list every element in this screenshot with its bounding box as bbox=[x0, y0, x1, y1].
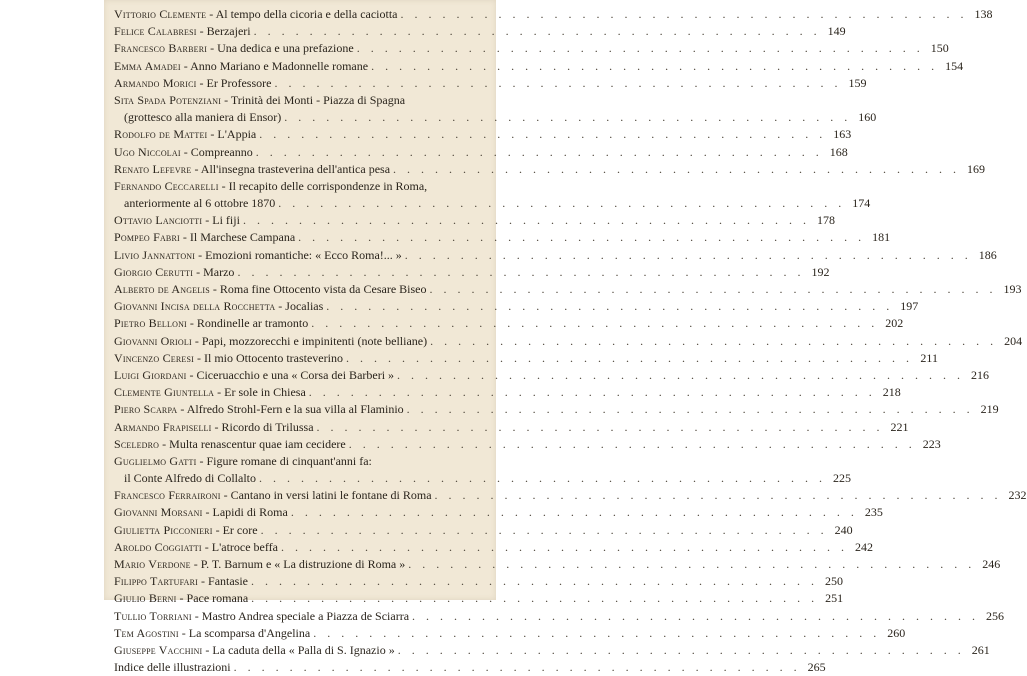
page-number: 138 bbox=[974, 7, 993, 21]
toc-entry bbox=[114, 6, 993, 23]
toc-entry bbox=[114, 350, 938, 367]
article-title: Alfredo Strohl-Fern e la sua villa al Flaminio bbox=[186, 402, 404, 417]
page-number: 235 bbox=[864, 505, 883, 520]
dot-leader: . . . . . . . . . . . . . . . . . . . . . . . . . . . . . . . . . . . . . . . . . bbox=[253, 24, 821, 39]
separator: - bbox=[195, 247, 206, 262]
author-name: Armando Morici bbox=[114, 75, 197, 90]
author-name: Ottavio Lanciotti bbox=[114, 213, 203, 228]
article-title: Fantasie bbox=[208, 574, 249, 589]
page-number: 260 bbox=[887, 625, 906, 640]
toc-text bbox=[114, 92, 405, 109]
author-name: Vincenzo Ceresi bbox=[114, 350, 194, 365]
author-name: Renato Lefevre bbox=[114, 161, 192, 176]
author-name: Mario Verdone bbox=[114, 557, 191, 572]
toc-entry bbox=[114, 333, 1023, 350]
author-name: Vittorio Clemente bbox=[114, 7, 207, 21]
separator: - bbox=[191, 161, 201, 176]
separator: - bbox=[202, 213, 213, 228]
dot-leader: . . . . . . . . . . . . . . . . . . . . . . . . . . . . . . . . . . . . . . . . . bbox=[284, 110, 852, 125]
page-number: 225 bbox=[833, 471, 851, 486]
article-title: La scomparsa d'Angelina bbox=[188, 625, 311, 640]
toc-line bbox=[114, 539, 873, 556]
toc-text bbox=[114, 419, 314, 436]
toc-text bbox=[114, 75, 271, 92]
page-number: 256 bbox=[986, 608, 1005, 623]
toc-line bbox=[114, 522, 853, 539]
dot-leader: . . . . . . . . . . . . . . . . . . . . . . . . . . . . . . . . . . . . . . . . . bbox=[371, 58, 939, 73]
author-name: Emma Amadei bbox=[114, 58, 181, 73]
article-title: Rondinelle ar tramonto bbox=[196, 316, 309, 331]
article-title: Multa renascentur quae iam cecidere bbox=[169, 436, 346, 451]
author-name: Sita Spada Potenziani bbox=[114, 92, 222, 107]
dot-leader: . . . . . . . . . . . . . . . . . . . . . . . . . . . . . . . . . . . . . . . . . bbox=[274, 75, 842, 90]
toc-text bbox=[114, 436, 346, 453]
article-title: Er sole in Chiesa bbox=[224, 385, 306, 400]
toc-text bbox=[114, 333, 427, 350]
article-title: Il recapito delle corrispondenze in Roma, bbox=[228, 178, 428, 193]
toc-line bbox=[114, 229, 891, 246]
separator: - bbox=[159, 436, 170, 451]
author-name: Armando Frapiselli bbox=[114, 419, 212, 434]
toc-text bbox=[114, 212, 240, 229]
dot-leader: . . . . . . . . . . . . . . . . . . . . . . . . . . . . . . . . . . . . . . . . . bbox=[237, 264, 805, 279]
toc-entry bbox=[114, 367, 990, 384]
toc-entry bbox=[114, 573, 844, 590]
author-name: Ugo Niccolai bbox=[114, 144, 181, 159]
toc-line bbox=[114, 178, 490, 195]
separator: - bbox=[220, 488, 231, 503]
page-number: 168 bbox=[829, 144, 848, 159]
separator: - bbox=[186, 367, 197, 382]
toc-text bbox=[114, 401, 404, 418]
toc-line bbox=[114, 264, 830, 281]
separator: - bbox=[202, 505, 213, 520]
page-number: 202 bbox=[885, 316, 904, 331]
separator: - bbox=[176, 591, 187, 606]
separator: - bbox=[211, 419, 222, 434]
article-title-continued: anteriormente al 6 ottobre 1870 bbox=[124, 196, 276, 211]
article-title: Indice delle illustrazioni bbox=[114, 660, 231, 675]
toc-text bbox=[114, 229, 295, 246]
article-title: Pace romana bbox=[186, 591, 249, 606]
toc-entry bbox=[114, 126, 852, 143]
separator: - bbox=[206, 7, 216, 21]
separator: - bbox=[212, 522, 223, 537]
article-title: Trinità dei Monti - Piazza di Spagna bbox=[230, 92, 406, 107]
toc-line-continued bbox=[114, 109, 877, 126]
toc-text bbox=[114, 487, 432, 504]
toc-text bbox=[114, 126, 256, 143]
page-number: 149 bbox=[827, 24, 846, 39]
toc-entry bbox=[114, 539, 873, 556]
separator: - bbox=[186, 316, 197, 331]
separator: - bbox=[191, 608, 202, 623]
article-title: Berzajeri bbox=[206, 24, 251, 39]
toc-text bbox=[114, 522, 258, 539]
author-name: Francesco Ferraironi bbox=[114, 488, 221, 503]
toc-entry bbox=[114, 23, 846, 40]
article-title: La caduta della « Palla di S. Ignazio » bbox=[212, 642, 395, 657]
toc-line bbox=[114, 6, 993, 23]
page-number: 218 bbox=[882, 385, 901, 400]
page-number: 174 bbox=[852, 196, 871, 211]
toc-entry bbox=[114, 298, 919, 315]
toc-text bbox=[114, 40, 354, 57]
toc-text bbox=[114, 556, 405, 573]
toc-text bbox=[114, 281, 427, 298]
toc-line bbox=[114, 212, 835, 229]
toc-text bbox=[114, 625, 310, 642]
author-name: Filippo Tartufari bbox=[114, 574, 199, 589]
author-name: Rodolfo de Mattei bbox=[114, 127, 208, 142]
toc-text bbox=[114, 161, 390, 178]
toc-line bbox=[114, 453, 490, 470]
author-name: Sceledro bbox=[114, 436, 160, 451]
dot-leader: . . . . . . . . . . . . . . . . . . . . . . . . . . . . . . . . . . . . . . . . . bbox=[397, 642, 965, 657]
article-title-continued: il Conte Alfredo di Collalto bbox=[124, 471, 256, 486]
article-title: Anno Mariano e Madonnelle romane bbox=[190, 58, 369, 73]
toc-entry bbox=[114, 522, 853, 539]
author-name: Pompeo Fabri bbox=[114, 230, 180, 245]
toc-line bbox=[114, 92, 490, 109]
article-title: Er core bbox=[222, 522, 258, 537]
dot-leader: . . . . . . . . . . . . . . . . . . . . . . . . . . . . . . . . . . . . . . . . . bbox=[259, 127, 827, 142]
separator: - bbox=[198, 574, 209, 589]
author-name: Giulio Berni bbox=[114, 591, 177, 606]
page-number: 211 bbox=[920, 350, 938, 365]
author-name: Giovanni Morsani bbox=[114, 505, 203, 520]
dot-leader: . . . . . . . . . . . . . . . . . . . . . . . . . . . . . . . . . . . . . . . . . bbox=[356, 41, 924, 56]
page-number: 186 bbox=[978, 247, 997, 262]
toc-line bbox=[114, 350, 938, 367]
author-name: Aroldo Coggiatti bbox=[114, 539, 202, 554]
toc-entry bbox=[114, 487, 1027, 504]
dot-leader: . . . . . . . . . . . . . . . . . . . . . . . . . . . . . . . . . . . . . . . . . bbox=[242, 213, 810, 228]
dot-leader: . . . . . . . . . . . . . . . . . . . . . . . . . . . . . . . . . . . . . . . . . bbox=[430, 333, 998, 348]
toc-line-continued bbox=[114, 195, 871, 212]
separator: - bbox=[190, 557, 201, 572]
page-number: 154 bbox=[945, 58, 964, 73]
page-number: 169 bbox=[967, 161, 986, 176]
author-name: Alberto de Angelis bbox=[114, 282, 210, 297]
toc-entry bbox=[114, 144, 848, 161]
toc-entry bbox=[114, 659, 826, 676]
separator: - bbox=[180, 144, 191, 159]
toc-entry bbox=[114, 419, 909, 436]
dot-leader: . . . . . . . . . . . . . . . . . . . . . . . . . . . . . . . . . . . . . . . . . bbox=[429, 282, 997, 297]
separator: - bbox=[196, 75, 207, 90]
page-number: 232 bbox=[1008, 488, 1027, 503]
dot-leader: . . . . . . . . . . . . . . . . . . . . . . . . . . . . . . . . . . . . . . . . . bbox=[290, 505, 858, 520]
article-title: Il mio Ottocento trasteverino bbox=[204, 350, 343, 365]
toc-line-continued bbox=[114, 470, 851, 487]
separator: - bbox=[207, 41, 218, 56]
toc-text bbox=[114, 264, 234, 281]
toc-text bbox=[114, 178, 427, 195]
page-number: 221 bbox=[890, 419, 909, 434]
article-title: All'insegna trasteverina dell'antica pesa bbox=[200, 161, 391, 176]
page-number: 216 bbox=[971, 367, 990, 382]
toc-line bbox=[114, 40, 949, 57]
dot-leader: . . . . . . . . . . . . . . . . . . . . . . . . . . . . . . . . . . . . . . . . . bbox=[308, 385, 876, 400]
toc-entry bbox=[114, 590, 844, 607]
toc-entry bbox=[114, 642, 990, 659]
toc-line bbox=[114, 487, 1027, 504]
toc-entry bbox=[114, 178, 871, 212]
toc-entry bbox=[114, 92, 877, 126]
toc-line bbox=[114, 608, 1005, 625]
author-name: Tem Agostini bbox=[114, 625, 179, 640]
dot-leader: . . . . . . . . . . . . . . . . . . . . . . . . . . . . . . . . . . . . . . . . . bbox=[259, 471, 826, 486]
toc-entry bbox=[114, 247, 997, 264]
article-title: Ciceruacchio e una « Corsa dei Barberi » bbox=[196, 367, 395, 382]
toc-line bbox=[114, 642, 990, 659]
toc-entry bbox=[114, 264, 830, 281]
author-name: Giulietta Picconieri bbox=[114, 522, 213, 537]
toc-line bbox=[114, 384, 901, 401]
toc-line bbox=[114, 556, 1001, 573]
separator: - bbox=[178, 625, 189, 640]
dot-leader: . . . . . . . . . . . . . . . . . . . . . . . . . . . . . . . . . . . . . . . . . bbox=[348, 436, 916, 451]
article-title: Ricordo di Trilussa bbox=[221, 419, 314, 434]
toc-text bbox=[114, 573, 248, 590]
page-number: 251 bbox=[825, 591, 844, 606]
author-name: Fernando Ceccarelli bbox=[114, 178, 219, 193]
toc-entry bbox=[114, 229, 891, 246]
article-title: Figure romane di cinquant'anni fa: bbox=[206, 453, 372, 468]
dot-leader: . . . . . . . . . . . . . . . . . . . . . . . . . . . . . . . . . . . . . . . . . bbox=[393, 161, 961, 176]
toc-line bbox=[114, 75, 867, 92]
dot-leader: . . . . . . . . . . . . . . . . . . . . . . . . . . . . . . . . . . . . . . . . . bbox=[298, 230, 866, 245]
toc-line bbox=[114, 367, 990, 384]
dot-leader: . . . . . . . . . . . . . . . . . . . . . . . . . . . . . . . . . . . . . . . . . bbox=[251, 574, 819, 589]
dot-leader: . . . . . . . . . . . . . . . . . . . . . . . . . . . . . . . . . . . . . . . . . bbox=[233, 660, 801, 675]
toc-text bbox=[114, 23, 251, 40]
article-title: Il Marchese Campana bbox=[189, 230, 296, 245]
toc-text bbox=[114, 539, 278, 556]
page-number: 160 bbox=[858, 110, 877, 125]
separator: - bbox=[209, 282, 220, 297]
toc-text bbox=[114, 367, 394, 384]
article-title: Jocalias bbox=[285, 299, 324, 314]
toc-line bbox=[114, 436, 941, 453]
toc-text bbox=[114, 247, 402, 264]
toc-line bbox=[114, 315, 904, 332]
page-number: 219 bbox=[980, 402, 999, 417]
dot-leader: . . . . . . . . . . . . . . . . . . . . . . . . . . . . . . . . . . . . . . . . . bbox=[400, 7, 968, 21]
toc-text bbox=[114, 350, 343, 367]
toc-line bbox=[114, 23, 846, 40]
separator: - bbox=[193, 264, 204, 279]
separator: - bbox=[196, 24, 207, 39]
separator: - bbox=[221, 92, 231, 107]
toc-line bbox=[114, 298, 919, 315]
article-title: L'atroce beffa bbox=[211, 539, 278, 554]
toc-line bbox=[114, 333, 1023, 350]
article-title: Marzo bbox=[203, 264, 235, 279]
toc-line bbox=[114, 58, 964, 75]
article-title-continued: (grottesco alla maniera di Ensor) bbox=[124, 110, 282, 125]
page-number: 159 bbox=[848, 75, 867, 90]
article-title: Papi, mozzorecchi e impinitenti (note belliane) bbox=[201, 333, 428, 348]
toc-entry bbox=[114, 504, 883, 521]
dot-leader: . . . . . . . . . . . . . . . . . . . . . . . . . . . . . . . . . . . . . . . . . bbox=[251, 591, 819, 606]
separator: - bbox=[179, 230, 190, 245]
article-title: Roma fine Ottocento vista da Cesare Biseo bbox=[219, 282, 427, 297]
toc-entry bbox=[114, 556, 1001, 573]
page-number: 163 bbox=[833, 127, 852, 142]
toc-text bbox=[114, 144, 253, 161]
toc-entry bbox=[114, 625, 906, 642]
dot-leader: . . . . . . . . . . . . . . . . . . . . . . . . . . . . . . . . . . . . . . . . . bbox=[434, 488, 1002, 503]
page-number: 150 bbox=[930, 41, 949, 56]
toc-entry bbox=[114, 315, 904, 332]
page-number: 192 bbox=[811, 264, 830, 279]
toc-line bbox=[114, 126, 852, 143]
article-title: Compreanno bbox=[190, 144, 253, 159]
author-name: Livio Jannattoni bbox=[114, 247, 196, 262]
page-number: 193 bbox=[1003, 282, 1022, 297]
toc-entry bbox=[114, 401, 999, 418]
toc-entry bbox=[114, 58, 964, 75]
separator: - bbox=[218, 178, 229, 193]
page-number: 178 bbox=[816, 213, 835, 228]
dot-leader: . . . . . . . . . . . . . . . . . . . . . . . . . . . . . . . . . . . . . . . . . bbox=[255, 144, 823, 159]
article-title: P. T. Barnum e « La distruzione di Roma » bbox=[200, 557, 406, 572]
page-number: 250 bbox=[825, 574, 844, 589]
toc-line bbox=[114, 590, 844, 607]
article-title: Lapidi di Roma bbox=[212, 505, 288, 520]
separator: - bbox=[180, 58, 191, 73]
article-title: Una dedica e una prefazione bbox=[217, 41, 354, 56]
article-title: Er Professore bbox=[206, 75, 272, 90]
author-name: Pietro Belloni bbox=[114, 316, 187, 331]
toc-text bbox=[114, 384, 306, 401]
page-number: 240 bbox=[834, 522, 853, 537]
dot-leader: . . . . . . . . . . . . . . . . . . . . . . . . . . . . . . . . . . . . . . . . . bbox=[408, 557, 976, 572]
article-title: Cantano in versi latini le fontane di Roma bbox=[230, 488, 432, 503]
toc-entry bbox=[114, 75, 867, 92]
author-name: Clemente Giuntella bbox=[114, 385, 215, 400]
toc-text bbox=[114, 315, 308, 332]
toc-entry bbox=[114, 212, 835, 229]
page-number: 261 bbox=[971, 642, 990, 657]
page-number: 204 bbox=[1004, 333, 1023, 348]
toc-line bbox=[114, 625, 906, 642]
author-name: Tullio Torriani bbox=[114, 608, 192, 623]
page-number: 246 bbox=[982, 557, 1001, 572]
toc-entry bbox=[114, 453, 851, 487]
page-number: 223 bbox=[922, 436, 941, 451]
separator: - bbox=[201, 539, 212, 554]
toc-text bbox=[114, 642, 395, 659]
separator: - bbox=[275, 299, 286, 314]
separator: - bbox=[191, 333, 202, 348]
author-name: Giovanni Incisa della Rocchetta bbox=[114, 299, 276, 314]
toc-text bbox=[114, 6, 398, 23]
toc-text bbox=[114, 504, 288, 521]
page-number: 197 bbox=[900, 299, 919, 314]
author-name: Luigi Giordani bbox=[114, 367, 187, 382]
article-title: Mastro Andrea speciale a Piazza de Sciarra bbox=[201, 608, 410, 623]
author-name: Giuseppe Vacchini bbox=[114, 642, 203, 657]
article-title: Li fiji bbox=[212, 213, 240, 228]
toc-entry bbox=[114, 436, 941, 453]
dot-leader: . . . . . . . . . . . . . . . . . . . . . . . . . . . . . . . . . . . . . . . . . bbox=[345, 350, 913, 365]
separator: - bbox=[196, 453, 207, 468]
separator: - bbox=[214, 385, 225, 400]
author-name: Guglielmo Gatti bbox=[114, 453, 197, 468]
dot-leader: . . . . . . . . . . . . . . . . . . . . . . . . . . . . . . . . . . . . . . . . . bbox=[260, 522, 828, 537]
dot-leader: . . . . . . . . . . . . . . . . . . . . . . . . . . . . . . . . . . . . . . . . . bbox=[316, 419, 884, 434]
separator: - bbox=[194, 350, 204, 365]
dot-leader: . . . . . . . . . . . . . . . . . . . . . . . . . . . . . . . . . . . . . . . . . bbox=[412, 608, 980, 623]
toc-text bbox=[114, 590, 248, 607]
separator: - bbox=[207, 127, 218, 142]
dot-leader: . . . . . . . . . . . . . . . . . . . . . . . . . . . . . . . . . . . . . . . . . bbox=[397, 367, 965, 382]
author-name: Piero Scarpa bbox=[114, 402, 178, 417]
author-name: Felice Calabresi bbox=[114, 24, 197, 39]
toc-line bbox=[114, 247, 997, 264]
article-title: L'Appia bbox=[217, 127, 257, 142]
dot-leader: . . . . . . . . . . . . . . . . . . . . . . . . . . . . . . . . . . . . . . . . . bbox=[311, 316, 879, 331]
toc-line bbox=[114, 161, 986, 178]
toc-line bbox=[114, 401, 999, 418]
dot-leader: . . . . . . . . . . . . . . . . . . . . . . . . . . . . . . . . . . . . . . . . . bbox=[278, 196, 846, 211]
toc-text bbox=[114, 298, 323, 315]
toc-text bbox=[114, 453, 372, 470]
toc-entry bbox=[114, 40, 949, 57]
author-name: Giorgio Cerutti bbox=[114, 264, 194, 279]
toc-entry bbox=[114, 608, 1005, 625]
page-number: 265 bbox=[807, 660, 826, 675]
toc-line bbox=[114, 573, 844, 590]
toc-text bbox=[114, 58, 368, 75]
dot-leader: . . . . . . . . . . . . . . . . . . . . . . . . . . . . . . . . . . . . . . . . . bbox=[406, 402, 974, 417]
toc-text bbox=[114, 659, 231, 676]
author-name: Francesco Barberi bbox=[114, 41, 208, 56]
table-of-contents bbox=[114, 6, 1027, 676]
toc-line bbox=[114, 504, 883, 521]
separator: - bbox=[202, 642, 213, 657]
dot-leader: . . . . . . . . . . . . . . . . . . . . . . . . . . . . . . . . . . . . . . . . . bbox=[326, 299, 894, 314]
toc-text bbox=[114, 608, 409, 625]
toc-line bbox=[114, 144, 848, 161]
dot-leader: . . . . . . . . . . . . . . . . . . . . . . . . . . . . . . . . . . . . . . . . . bbox=[313, 625, 881, 640]
author-name: Giovanni Orioli bbox=[114, 333, 192, 348]
toc-entry bbox=[114, 281, 1022, 298]
dot-leader: . . . . . . . . . . . . . . . . . . . . . . . . . . . . . . . . . . . . . . . . . bbox=[280, 539, 848, 554]
page-number: 242 bbox=[854, 539, 873, 554]
article-title: Al tempo della cicoria e della caciotta bbox=[215, 7, 398, 21]
toc-entry bbox=[114, 161, 986, 178]
separator: - bbox=[177, 402, 187, 417]
page-number: 181 bbox=[872, 230, 891, 245]
dot-leader: . . . . . . . . . . . . . . . . . . . . . . . . . . . . . . . . . . . . . . . . . bbox=[404, 247, 972, 262]
toc-line bbox=[114, 659, 826, 676]
article-title: Emozioni romantiche: « Ecco Roma!... » bbox=[205, 247, 402, 262]
toc-line bbox=[114, 419, 909, 436]
toc-line bbox=[114, 281, 1022, 298]
toc-entry bbox=[114, 384, 901, 401]
